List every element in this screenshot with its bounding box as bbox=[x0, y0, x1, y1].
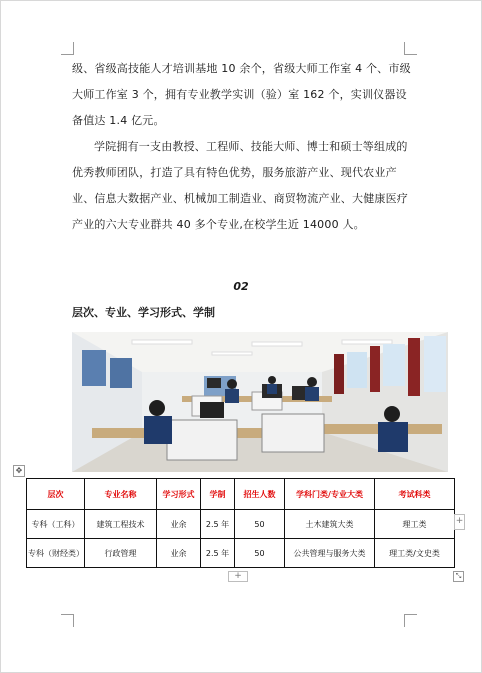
resize-icon[interactable]: ⤡ bbox=[453, 571, 464, 582]
header-major: 专业名称 bbox=[85, 479, 157, 510]
add-row-plus-icon[interactable]: + bbox=[228, 571, 248, 582]
margin-mark-top-left bbox=[61, 42, 74, 55]
table-cell: 业余 bbox=[157, 510, 201, 539]
table-cell: 50 bbox=[235, 539, 285, 568]
enrollment-table bbox=[26, 478, 455, 568]
body-paragraph-2-text: 学院拥有一支由教授、工程师、技能大师、博士和硕士等组成的优秀教师团队，打造了具有特色优势，服务旅游产业、现代农业产业、信息大数据产业、机械加工制造业、商贸物流产业、大健康医疗产业的六大专业群共 40 多个专业,在校学生近 14000 人。 bbox=[72, 140, 408, 231]
header-duration: 学制 bbox=[201, 479, 235, 510]
header-level: 层次 bbox=[27, 479, 85, 510]
table-cell: 公共管理与服务大类 bbox=[285, 539, 375, 568]
table-cell: 理工类 bbox=[375, 510, 455, 539]
header-enrollment: 招生人数 bbox=[235, 479, 285, 510]
table-cell: 理工类/文史类 bbox=[375, 539, 455, 568]
table-cell: 2.5 年 bbox=[201, 539, 235, 568]
table-cell: 建筑工程技术 bbox=[85, 510, 157, 539]
header-study-mode: 学习形式 bbox=[157, 479, 201, 510]
table-cell: 行政管理 bbox=[85, 539, 157, 568]
table-cell: 土木建筑大类 bbox=[285, 510, 375, 539]
header-exam-type: 考试科类 bbox=[375, 479, 455, 510]
move-icon[interactable]: ✥ bbox=[13, 465, 25, 477]
margin-mark-top-right bbox=[404, 42, 417, 55]
body-paragraph-1: 级、省级高技能人才培训基地 10 余个，省级大师工作室 4 个、市级大师工作室 3 个，拥有专业教学实训（验）室 162 个，实训仪器设备值达 1.4 亿元。 bbox=[72, 62, 411, 127]
table-cell: 业余 bbox=[157, 539, 201, 568]
table-cell: 专科（工科） bbox=[27, 510, 85, 539]
add-column-plus-icon[interactable]: + bbox=[454, 514, 465, 530]
margin-mark-bottom-left bbox=[61, 614, 74, 627]
classroom-photo bbox=[72, 332, 448, 472]
table-row bbox=[27, 510, 455, 539]
header-category: 学科门类/专业大类 bbox=[285, 479, 375, 510]
section-title: 层次、专业、学习形式、学制 bbox=[72, 306, 215, 319]
table-cell: 50 bbox=[235, 510, 285, 539]
body-paragraph-2 bbox=[72, 134, 412, 238]
table-cell: 2.5 年 bbox=[201, 510, 235, 539]
margin-mark-bottom-right bbox=[404, 614, 417, 627]
section-number: 02 bbox=[233, 280, 249, 293]
table-header-row bbox=[27, 479, 455, 510]
table-row bbox=[27, 539, 455, 568]
table-cell: 专科（财经类） bbox=[27, 539, 85, 568]
